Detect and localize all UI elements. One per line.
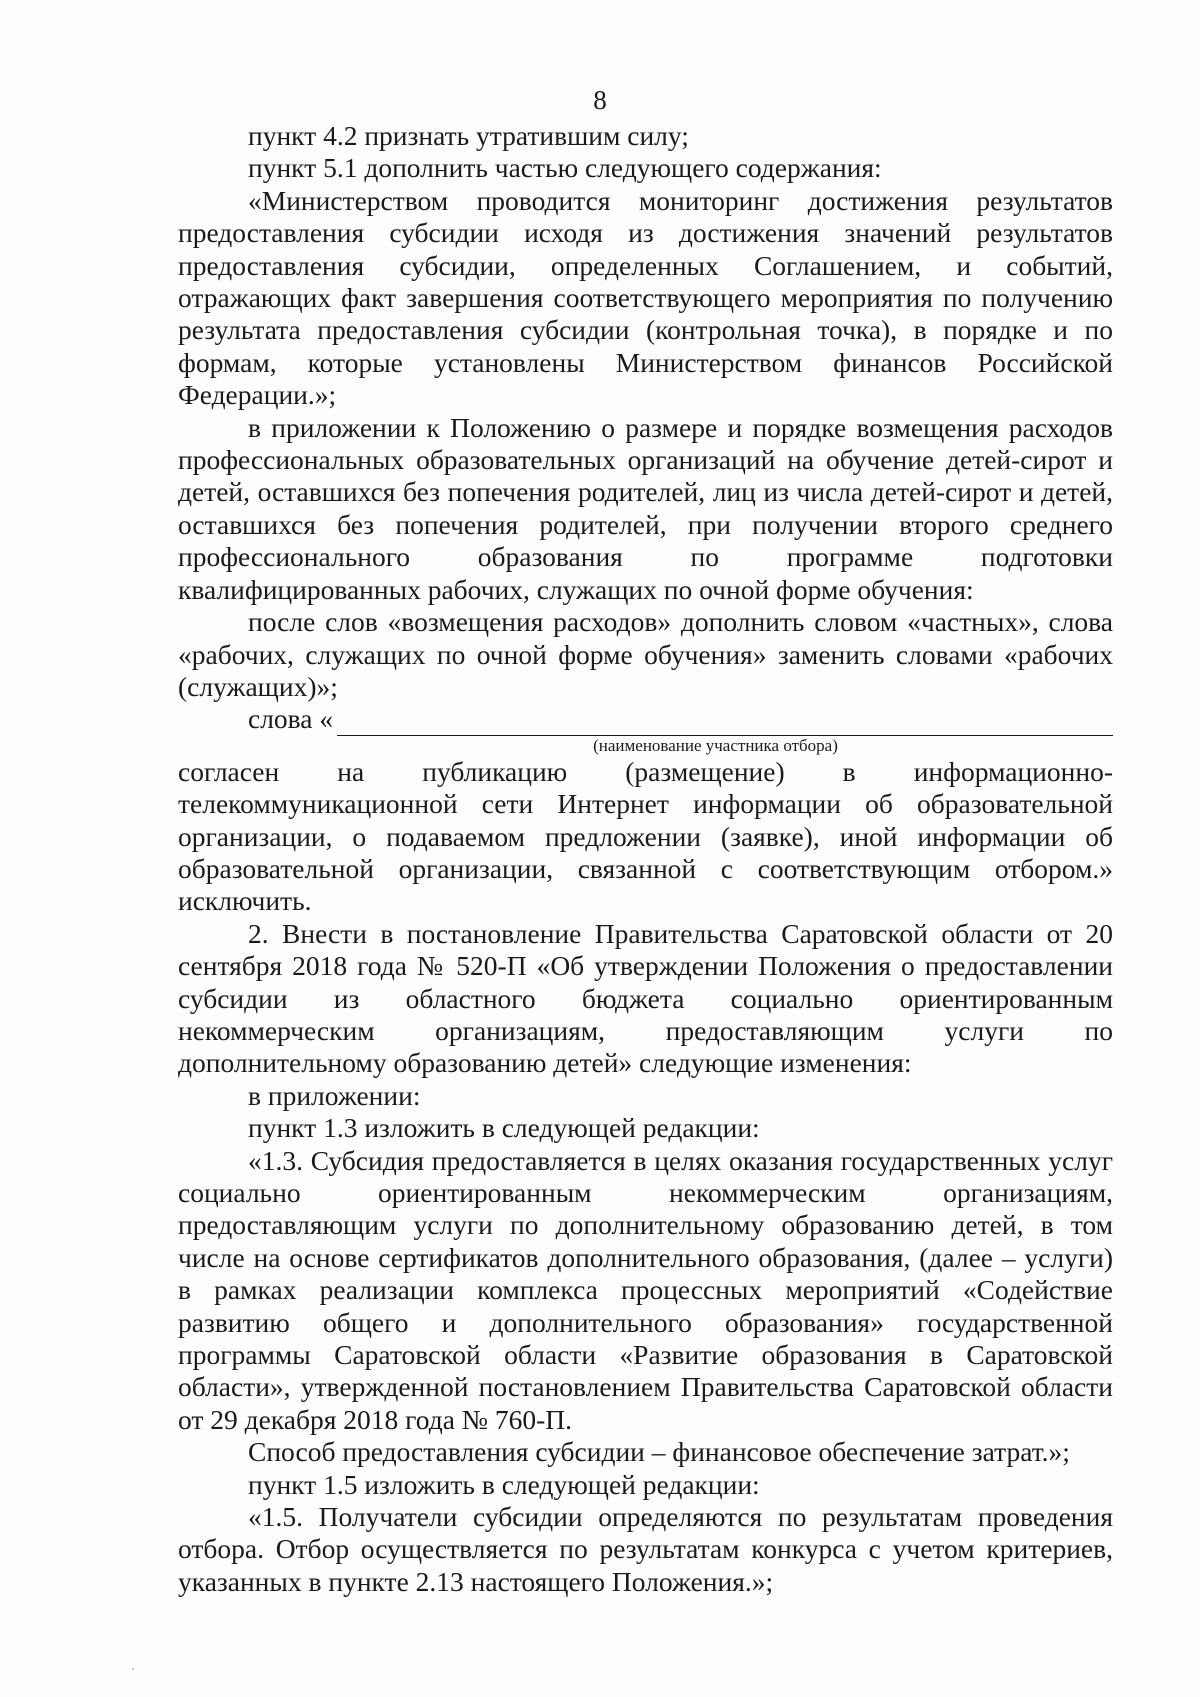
paragraph-clause-4-2: пункт 4.2 признать утратившим силу; xyxy=(248,120,689,151)
blank-field-line xyxy=(178,703,1113,735)
paragraph-subsidy-method: Способ предоставления субсидии – финансовое обеспечение затрат.»; xyxy=(248,1436,1070,1468)
paragraph-quote-1-5: «1.5. Получатели субсидии определяются по результатам проведения отбора. Отбор осуществляется по результатам конкурса с учетом критериев, указанных в пункте 2.13 настоящего Положения.»; xyxy=(178,1501,1113,1597)
paragraph-in-appendix: в приложении: xyxy=(248,1079,421,1111)
document-body xyxy=(178,120,1113,1598)
paragraph-monitoring-quote: «Министерством проводится мониторинг достижения результатов предоставления субсидии исходя из достижения значений результатов предоставления субсидии, определенных Соглашением, и событий, отражающих факт завершения соответствующего мероприятия по получению результата предоставления субсидии (контрольная точка), в порядке и по формам, которые установлены Министерством финансов Российской Федерации.»; xyxy=(178,184,1113,411)
blank-field-prefix: слова « xyxy=(248,703,334,735)
paragraph-item-2: 2. Внести в постановление Правительства Саратовской области от 20 сентября 2018 года № 520-П «Об утверждении Положения о предоставлении субсидии из областного бюджета социально ориентированным некоммерческим организациям, предоставляющим услуги по дополнительному образованию детей» следующие изменения: xyxy=(178,917,1113,1079)
blank-field-caption: (наименование участника отбора) xyxy=(593,735,838,755)
paragraph-quote-1-3: «1.3. Субсидия предоставляется в целях оказания государственных услуг социально ориентированным некоммерческим организациям, предоставляющим услуги по дополнительному образованию детей, в том числе на основе сертификатов дополнительного образования, (далее – услуги) в рамках реализации комплекса процессных мероприятий «Содействие развитию общего и дополнительного образования» государственной программы Саратовской области «Развитие образования в Саратовской области», утвержденной постановлением Правительства Саратовской области от 29 декабря 2018 года № 760-П. xyxy=(178,1144,1113,1435)
paragraph-after-words: после слов «возмещения расходов» дополнить словом «частных», слова «рабочих, служащих по очной форме обучения» заменить словами «рабочих (служащих)»; xyxy=(178,606,1113,702)
paragraph-clause-5-1: пункт 5.1 дополнить частью следующего содержания: xyxy=(248,152,882,184)
scan-speck xyxy=(132,1668,134,1670)
paragraph-clause-1-3: пункт 1.3 изложить в следующей редакции: xyxy=(248,1112,760,1144)
paragraph-clause-1-5: пункт 1.5 изложить в следующей редакции: xyxy=(248,1468,760,1500)
paragraph-appendix-reimbursement: в приложении к Положению о размере и порядке возмещения расходов профессиональных образовательных организаций на обучение детей-сирот и детей, оставшихся без попечения родителей, лиц из числа детей-сирот и детей, оставшихся без попечения родителей, при получении второго среднего профессионального образования по программе подготовки квалифицированных рабочих, служащих по очной форме обучения: xyxy=(178,411,1113,605)
blank-field-underline xyxy=(337,711,1113,736)
paragraph-consent-publication: согласен на публикацию (размещение) в информационно-телекоммуникационной сети Интернет информации об образовательной организации, о подаваемом предложении (заявке), иной информации об образовательной организации, связанной с соответствующим отбором.» исключить. xyxy=(178,755,1113,917)
page-number: 8 xyxy=(593,85,607,115)
